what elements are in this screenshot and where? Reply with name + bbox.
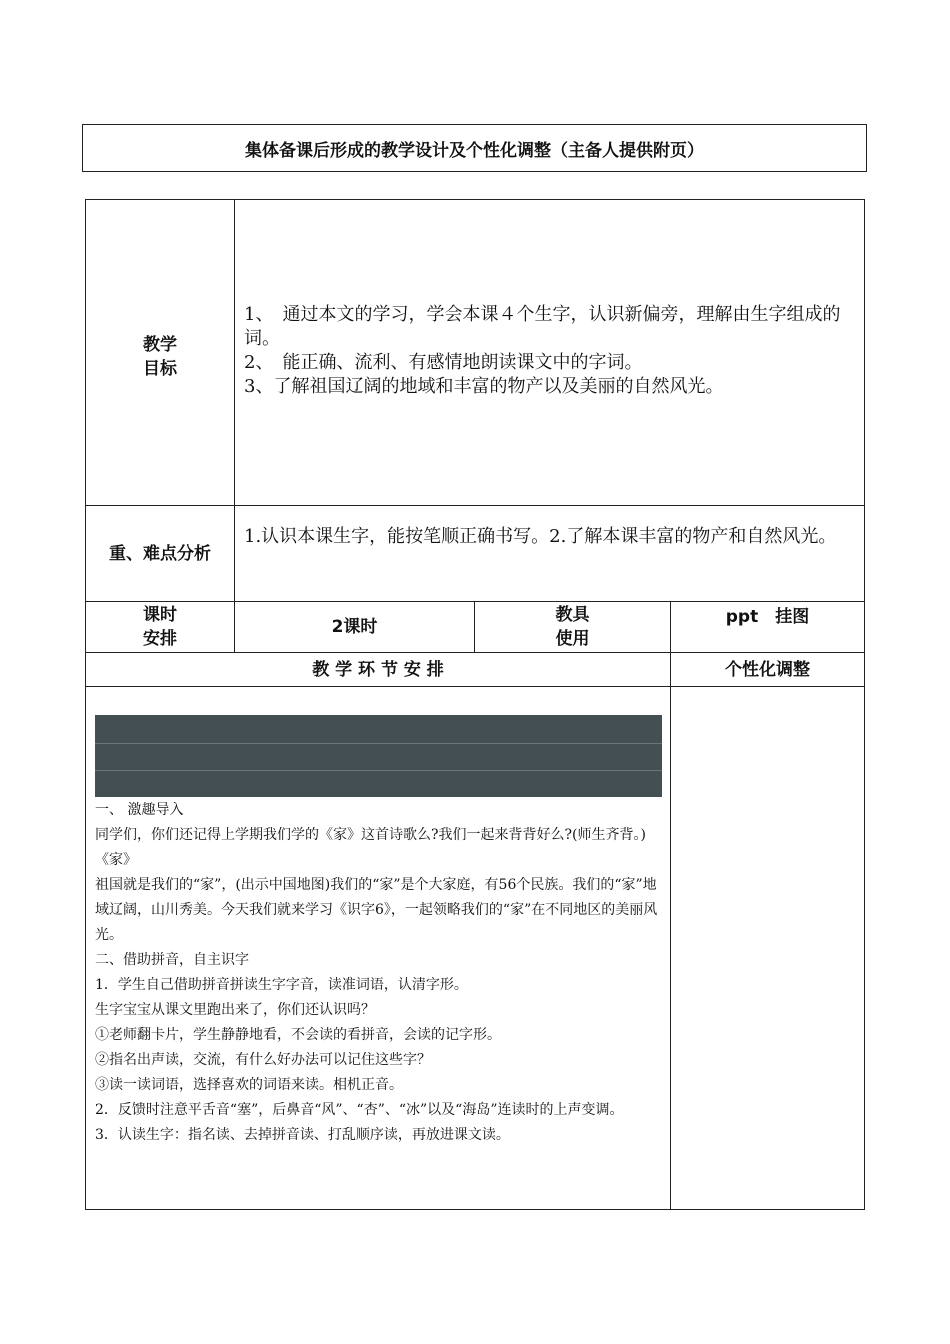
lesson-paragraph: 生字宝宝从课文里跑出来了，你们还认识吗？ xyxy=(95,1002,375,1018)
lesson-paragraph: 一、 激趣导入 xyxy=(95,802,184,818)
objectives-label-line1: 教学 xyxy=(143,334,177,355)
lesson-paragraph: ①老师翻卡片，学生静静地看，不会读的看拼音，会读的记字形。 xyxy=(95,1027,501,1043)
hours-label-line1: 课时 xyxy=(143,605,177,625)
key-points-content xyxy=(235,525,864,549)
objective-item-1: 1、 通过本文的学习，学会本课４个生字，认识新偏旁，理解由生字组成的词。 xyxy=(244,304,841,349)
hours-label xyxy=(86,602,234,652)
tools-label-line1: 教具 xyxy=(555,605,590,625)
lesson-paragraph: 二、借助拼音，自主识字 xyxy=(95,952,249,968)
lesson-paragraph: 1．学生自己借助拼音拼读生字字音，读准词语，认清字形。 xyxy=(95,977,468,993)
key-points-label: 重、难点分析 xyxy=(109,543,211,564)
adjustment-cell xyxy=(671,687,864,1209)
lesson-paragraph: 3．认读生字：指名读、去掉拼音读、打乱顺序读，再放进课文读。 xyxy=(95,1127,510,1143)
lesson-plan-table xyxy=(85,199,865,1210)
tools-label xyxy=(475,602,670,652)
objective-item-3: 3、了解祖国辽阔的地域和丰富的物产以及美丽的自然风光。 xyxy=(244,376,724,397)
dark-header-band xyxy=(95,715,662,797)
lesson-text xyxy=(95,798,665,1148)
objectives-label xyxy=(86,200,234,505)
band-divider xyxy=(95,770,662,771)
objectives-label-line2: 目标 xyxy=(143,358,177,379)
key-points-text: 1.认识本课生字，能按笔顺正确书写。2.了解本课丰富的物产和自然风光。 xyxy=(244,526,837,547)
hours-label-line2: 安排 xyxy=(143,629,177,649)
lesson-body-cell xyxy=(86,687,670,1209)
lesson-paragraph: 《家》 xyxy=(95,852,137,868)
lesson-paragraph: ②指名出声读，交流，有什么好办法可以记住这些字？ xyxy=(95,1052,431,1068)
adjustment-header: 个性化调整 xyxy=(725,659,810,680)
band-divider xyxy=(95,743,662,744)
tools-value: ppt 挂图 xyxy=(725,607,810,627)
page-title: 集体备课后形成的教学设计及个性化调整（主备人提供附页） xyxy=(82,124,867,172)
lesson-paragraph: 2．反馈时注意平舌音“塞”，后鼻音“风”、“杏”、“冰”以及“海岛”连读时的上声变调。 xyxy=(95,1102,624,1118)
arrangement-header: 教 学 环 节 安 排 xyxy=(312,659,444,680)
objectives-content xyxy=(235,303,864,399)
lesson-paragraph: 同学们，你们还记得上学期我们学的《家》这首诗歌么?我们一起来背背好么?(师生齐背。) xyxy=(95,827,646,843)
hours-value: 2课时 xyxy=(331,617,378,637)
objective-item-2: 2、 能正确、流利、有感情地朗读课文中的字词。 xyxy=(244,352,643,373)
lesson-paragraph: 祖国就是我们的“家”，(出示中国地图)我们的“家”是个大家庭，有56个民族。我们的“家”地域辽阔，山川秀美。今天我们就来学习《识字6》，一起领略我们的“家”在不同地区的美丽风光。 xyxy=(95,877,658,943)
lesson-paragraph: ③读一读词语，选择喜欢的词语来读。相机正音。 xyxy=(95,1077,403,1093)
tools-label-line2: 使用 xyxy=(555,629,590,649)
